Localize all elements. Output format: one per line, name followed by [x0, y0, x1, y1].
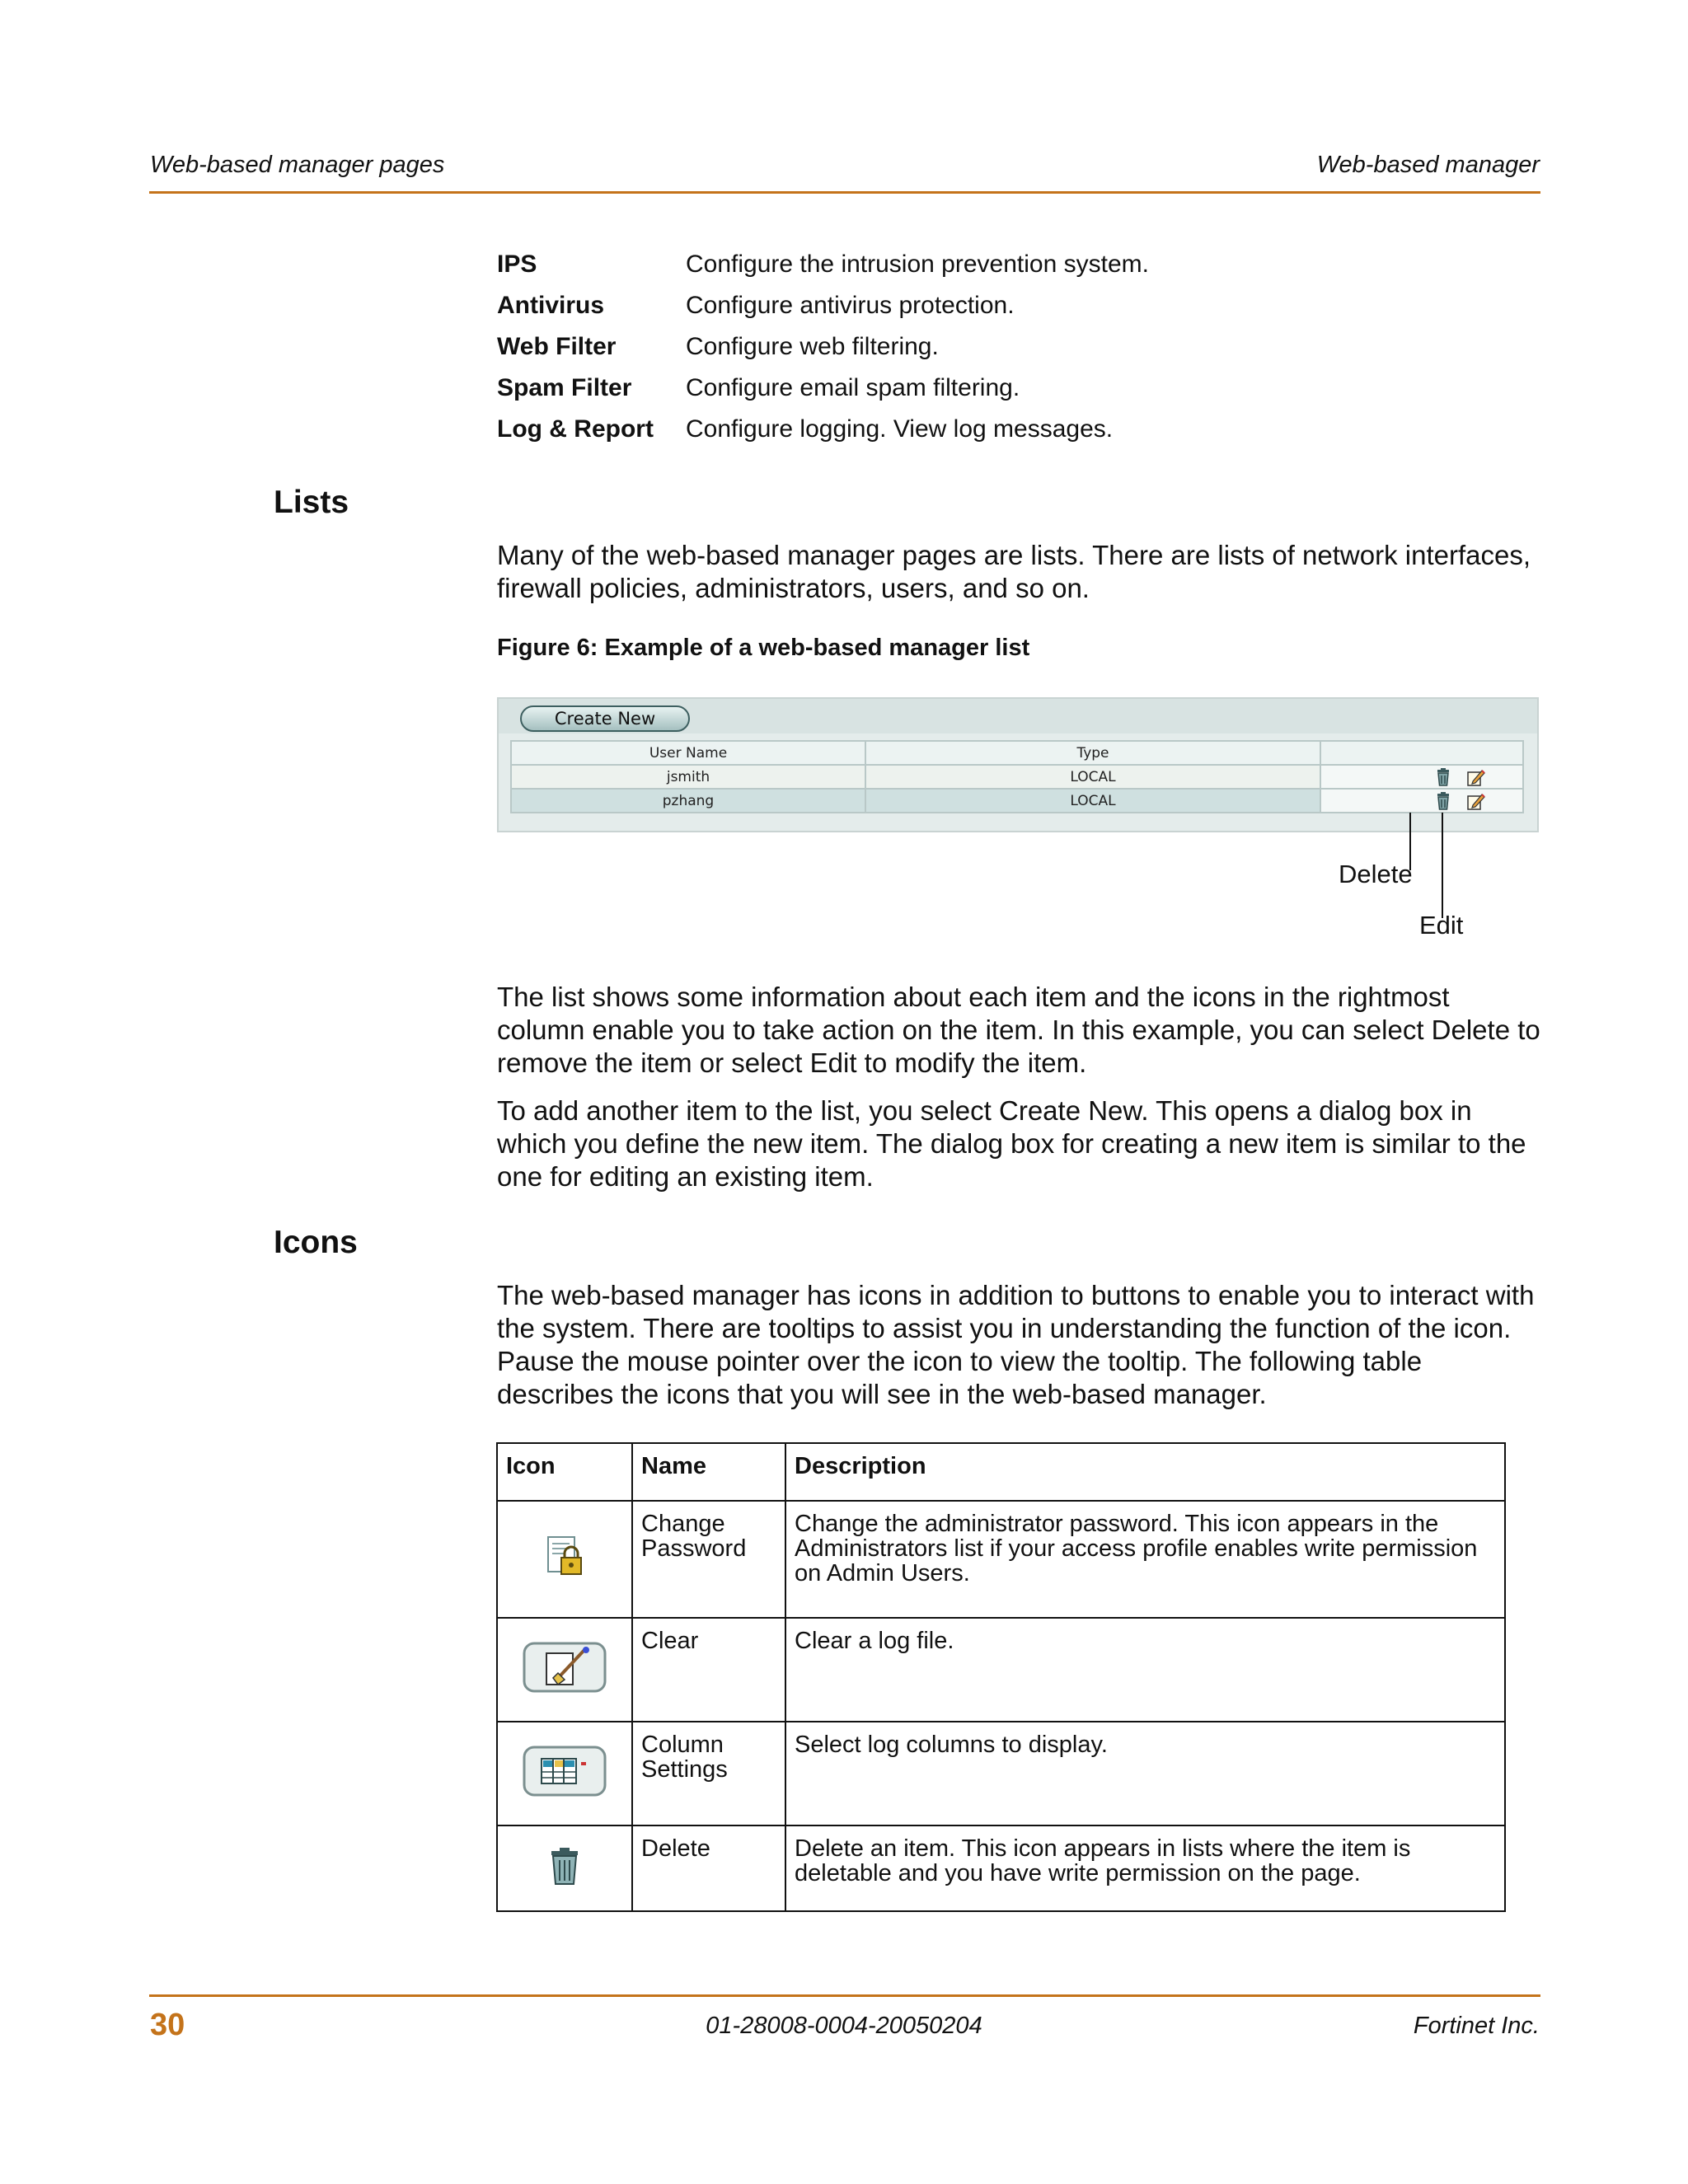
icons-heading: Icons [274, 1225, 358, 1260]
icon-name: Column Settings [632, 1722, 785, 1825]
menu-term: Spam Filter [497, 374, 632, 401]
menu-desc: Configure email spam filtering. [686, 374, 1020, 401]
icon-cell [497, 1501, 632, 1618]
column-header-type[interactable]: Type [865, 741, 1320, 765]
cell-user-name: pzhang [511, 789, 865, 813]
edit-callout-line [1442, 813, 1443, 918]
menu-term: Web Filter [497, 333, 617, 360]
trash-icon [546, 1865, 583, 1891]
table-row [497, 1618, 1505, 1722]
icon-name: Delete [632, 1825, 785, 1911]
menu-term: Log & Report [497, 415, 654, 443]
table-row [511, 789, 1523, 813]
change-password-icon [542, 1559, 588, 1586]
header-chapter-title: Web-based manager [1316, 152, 1540, 178]
company-name: Fortinet Inc. [1413, 2013, 1540, 2039]
header-section-title: Web-based manager pages [150, 152, 445, 178]
page-number: 30 [150, 2008, 185, 2042]
table-row [511, 765, 1523, 789]
header-icon: Icon [497, 1443, 632, 1501]
icon-cell [497, 1722, 632, 1825]
header-name: Name [632, 1443, 785, 1501]
delete-callout-label: Delete [1339, 860, 1413, 888]
menu-desc: Configure web filtering. [686, 333, 939, 360]
menu-desc: Configure antivirus protection. [686, 292, 1015, 319]
example-list-figure [497, 697, 1539, 832]
icon-cell [497, 1618, 632, 1722]
edit-icon[interactable] [1466, 767, 1486, 787]
delete-icon[interactable] [1433, 767, 1453, 787]
icons-table [496, 1442, 1506, 1912]
menu-term: Antivirus [497, 292, 605, 319]
lists-intro: Many of the web-based manager pages are lists. There are lists of network interfaces, firewall policies, administrators, users, and so on. [497, 540, 1531, 603]
icon-description: Select log columns to display. [785, 1722, 1505, 1825]
lists-heading: Lists [274, 485, 349, 520]
menu-desc: Configure the intrusion prevention system. [686, 251, 1149, 278]
edit-icon[interactable] [1466, 791, 1486, 811]
cell-type: LOCAL [865, 789, 1320, 813]
clear-icon [522, 1674, 607, 1700]
icon-description: Delete an item. This icon appears in lists where the item is deletable and you have write permission on the page. [785, 1825, 1505, 1911]
icon-name: Change Password [632, 1501, 785, 1618]
icon-description: Change the administrator password. This icon appears in the Administrators list if your access profile enables write permission on Admin Users. [785, 1501, 1505, 1618]
icon-description: Clear a log file. [785, 1618, 1505, 1722]
menu-desc: Configure logging. View log messages. [686, 415, 1114, 443]
table-row [497, 1501, 1505, 1618]
delete-icon[interactable] [1433, 791, 1453, 811]
icon-name: Clear [632, 1618, 785, 1722]
menu-term: IPS [497, 251, 537, 278]
icons-intro: The web-based manager has icons in addition to buttons to enable you to interact with the system. There are tooltips to assist you in understanding the function of the icon. Pause the mouse pointer over the icon to view the tooltip. The following table describes the icons that you will see in the web-based manager. [497, 1280, 1535, 1409]
column-settings-icon [522, 1778, 607, 1804]
cell-type: LOCAL [865, 765, 1320, 789]
table-row [497, 1825, 1505, 1911]
lists-paragraph-2: To add another item to the list, you select Create New. This opens a dialog box in which you define the new item. The dialog box for creating a new item is similar to the one for editing an existing item. [497, 1095, 1526, 1192]
row-actions [1320, 789, 1523, 813]
table-row [497, 1722, 1505, 1825]
column-header-actions [1320, 741, 1523, 765]
lists-paragraph-1: The list shows some information about each item and the icons in the rightmost column enable you to take action on the item. In this example, you can select Delete to remove the item or select Edit to modify the item. [497, 982, 1540, 1078]
cell-user-name: jsmith [511, 765, 865, 789]
row-actions [1320, 765, 1523, 789]
edit-callout-label: Edit [1419, 911, 1464, 940]
header-rule [149, 191, 1540, 194]
header-description: Description [785, 1443, 1505, 1501]
footer-rule [149, 1994, 1540, 1997]
column-header-user-name[interactable]: User Name [511, 741, 865, 765]
icon-cell [497, 1825, 632, 1911]
create-new-button[interactable]: Create New [520, 705, 690, 732]
document-id: 01-28008-0004-20050204 [706, 2013, 982, 2039]
user-list-table [510, 740, 1524, 813]
figure-caption: Figure 6: Example of a web-based manager list [497, 635, 1030, 661]
